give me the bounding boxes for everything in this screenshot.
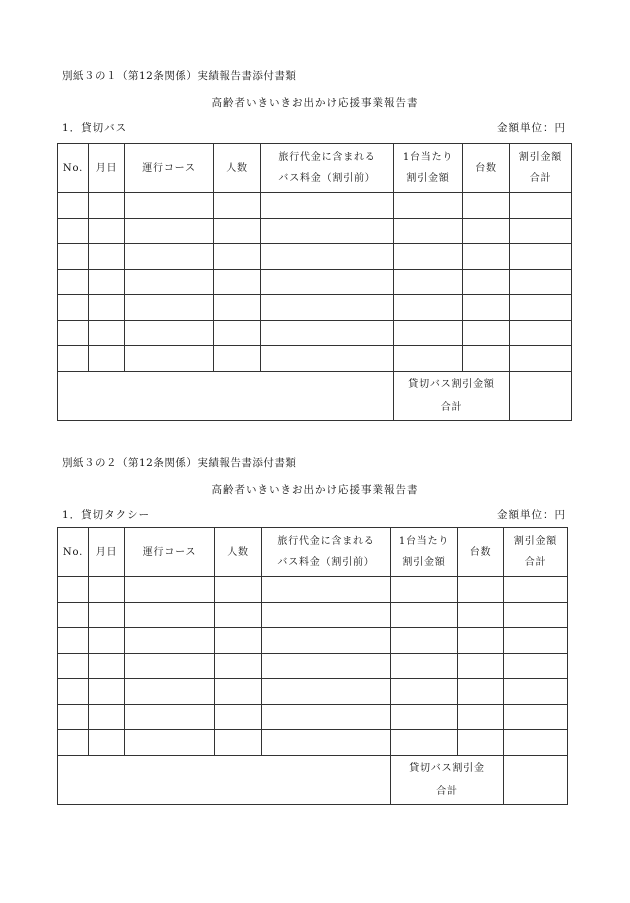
table-cell[interactable] [261, 269, 394, 295]
table-cell[interactable] [125, 653, 215, 679]
table-cell[interactable] [89, 730, 125, 756]
item-label: 1．貸切バス [62, 122, 128, 134]
col-header-date: 月日 [89, 528, 125, 577]
table-cell[interactable] [125, 730, 215, 756]
table-cell[interactable] [214, 269, 261, 295]
table-cell[interactable] [89, 244, 125, 270]
table-cell[interactable] [215, 602, 262, 628]
col-header-vehicles: 台数 [463, 144, 510, 193]
table-cell[interactable] [89, 193, 125, 219]
table-cell[interactable] [89, 295, 125, 321]
table-cell[interactable] [463, 320, 510, 346]
table-cell[interactable] [458, 628, 504, 654]
table-cell[interactable] [262, 653, 391, 679]
table-cell[interactable] [89, 679, 125, 705]
table-cell[interactable] [215, 704, 262, 730]
table-cell[interactable] [504, 730, 568, 756]
table-cell[interactable] [504, 602, 568, 628]
report-table [57, 143, 572, 421]
table-row [58, 730, 568, 756]
table-cell[interactable] [394, 320, 463, 346]
table-cell[interactable] [58, 628, 89, 654]
table-cell[interactable] [394, 346, 463, 372]
table-cell[interactable] [391, 577, 458, 603]
table-row [58, 218, 572, 244]
table-cell[interactable] [58, 653, 89, 679]
col-header-no: No. [58, 528, 89, 577]
table-row [58, 577, 568, 603]
table-cell[interactable] [214, 295, 261, 321]
table-cell[interactable] [391, 730, 458, 756]
table-cell[interactable] [58, 193, 89, 219]
table-cell[interactable] [58, 346, 89, 372]
table-cell[interactable] [504, 628, 568, 654]
table-cell[interactable] [510, 295, 572, 321]
table-cell[interactable] [261, 218, 394, 244]
table-cell[interactable] [58, 218, 89, 244]
table-cell[interactable] [463, 295, 510, 321]
table-cell[interactable] [261, 320, 394, 346]
table-cell[interactable] [214, 320, 261, 346]
table-cell[interactable] [125, 269, 214, 295]
table-cell[interactable] [261, 244, 394, 270]
summary-value-cell[interactable] [504, 755, 568, 804]
table-cell[interactable] [261, 193, 394, 219]
table-cell[interactable] [458, 704, 504, 730]
table-cell[interactable] [262, 628, 391, 654]
table-cell[interactable] [458, 730, 504, 756]
table-cell[interactable] [262, 602, 391, 628]
table-cell[interactable] [458, 679, 504, 705]
report-title: 高齢者いきいきお出かけ応援事業報告書 [211, 484, 419, 496]
summary-label: 貸切バス割引金 合計 [391, 755, 504, 804]
col-header-fare: 旅行代金に含まれる バス料金（割引前） [262, 528, 391, 577]
col-header-discount-total: 割引金額 合計 [510, 144, 572, 193]
summary-label: 貸切バス割引金額 合計 [394, 371, 510, 420]
table-cell[interactable] [463, 218, 510, 244]
table-cell[interactable] [262, 577, 391, 603]
table-row [58, 193, 572, 219]
report-section-bus [0, 0, 630, 440]
table-cell[interactable] [510, 193, 572, 219]
table-cell[interactable] [58, 602, 89, 628]
table-row [58, 295, 572, 321]
table-cell[interactable] [89, 218, 125, 244]
table-cell[interactable] [89, 320, 125, 346]
table-cell[interactable] [125, 193, 214, 219]
table-row [58, 628, 568, 654]
table-cell[interactable] [215, 653, 262, 679]
unit-label: 金額単位：円 [497, 122, 566, 134]
table-cell[interactable] [125, 346, 214, 372]
table-cell[interactable] [394, 295, 463, 321]
summary-row [58, 755, 568, 804]
table-cell[interactable] [510, 346, 572, 372]
col-header-per-vehicle: 1台当たり 割引金額 [391, 528, 458, 577]
table-cell[interactable] [458, 602, 504, 628]
table-row [58, 244, 572, 270]
table-cell[interactable] [125, 320, 214, 346]
table-cell[interactable] [463, 346, 510, 372]
table-cell[interactable] [125, 628, 215, 654]
table-cell[interactable] [214, 244, 261, 270]
col-header-discount-total: 割引金額 合計 [504, 528, 568, 577]
table-cell[interactable] [125, 704, 215, 730]
table-cell[interactable] [89, 704, 125, 730]
table-cell[interactable] [261, 346, 394, 372]
table-cell[interactable] [89, 602, 125, 628]
table-cell[interactable] [58, 704, 89, 730]
header-row [58, 144, 572, 193]
table-cell[interactable] [504, 577, 568, 603]
table-row [58, 653, 568, 679]
table-cell[interactable] [215, 577, 262, 603]
table-cell[interactable] [214, 193, 261, 219]
col-header-no: No. [58, 144, 89, 193]
table-cell[interactable] [504, 653, 568, 679]
table-cell[interactable] [391, 679, 458, 705]
table-cell[interactable] [89, 628, 125, 654]
table-cell[interactable] [261, 295, 394, 321]
table-cell[interactable] [391, 653, 458, 679]
table-cell[interactable] [58, 730, 89, 756]
table-cell[interactable] [125, 244, 214, 270]
table-cell[interactable] [58, 295, 89, 321]
table-cell[interactable] [504, 679, 568, 705]
table-cell[interactable] [125, 577, 215, 603]
col-header-per-vehicle: 1台当たり 割引金額 [394, 144, 463, 193]
table-cell[interactable] [262, 679, 391, 705]
table-cell[interactable] [391, 628, 458, 654]
header-row [58, 528, 568, 577]
annex-label: 別紙３の１（第12条関係）実績報告書添付書類 [62, 70, 297, 82]
table-cell[interactable] [463, 193, 510, 219]
table-cell[interactable] [89, 346, 125, 372]
table-cell[interactable] [391, 602, 458, 628]
col-header-people: 人数 [215, 528, 262, 577]
report-table [57, 527, 568, 805]
summary-blank-cell [58, 755, 391, 804]
item-label: 1．貸切タクシー [62, 509, 151, 521]
report-title: 高齢者いきいきお出かけ応援事業報告書 [211, 97, 419, 109]
table-row [58, 269, 572, 295]
table-cell[interactable] [58, 244, 89, 270]
table-cell[interactable] [214, 346, 261, 372]
table-cell[interactable] [458, 653, 504, 679]
table-cell[interactable] [215, 628, 262, 654]
table-cell[interactable] [89, 653, 125, 679]
col-header-course: 運行コース [125, 144, 214, 193]
table-cell[interactable] [510, 244, 572, 270]
table-cell[interactable] [394, 218, 463, 244]
table-cell[interactable] [125, 679, 215, 705]
table-cell[interactable] [215, 679, 262, 705]
table-row [58, 320, 572, 346]
report-section-taxi [0, 387, 630, 827]
col-header-date: 月日 [89, 144, 125, 193]
table-cell[interactable] [58, 577, 89, 603]
table-cell[interactable] [394, 269, 463, 295]
table-cell[interactable] [89, 577, 125, 603]
table-cell[interactable] [510, 218, 572, 244]
table-cell[interactable] [463, 244, 510, 270]
table-cell[interactable] [89, 269, 125, 295]
col-header-fare: 旅行代金に含まれる バス料金（割引前） [261, 144, 394, 193]
table-cell[interactable] [125, 218, 214, 244]
table-cell[interactable] [125, 295, 214, 321]
table-cell[interactable] [394, 193, 463, 219]
table-cell[interactable] [58, 269, 89, 295]
table-cell[interactable] [510, 320, 572, 346]
table-cell[interactable] [458, 577, 504, 603]
table-row [58, 679, 568, 705]
annex-label: 別紙３の２（第12条関係）実績報告書添付書類 [62, 457, 297, 469]
table-row [58, 346, 572, 372]
table-cell[interactable] [510, 269, 572, 295]
table-cell[interactable] [262, 730, 391, 756]
table-row [58, 602, 568, 628]
table-row [58, 704, 568, 730]
col-header-people: 人数 [214, 144, 261, 193]
col-header-vehicles: 台数 [458, 528, 504, 577]
table-cell[interactable] [214, 218, 261, 244]
table-cell[interactable] [394, 244, 463, 270]
table-cell[interactable] [391, 704, 458, 730]
table-cell[interactable] [262, 704, 391, 730]
col-header-course: 運行コース [125, 528, 215, 577]
table-cell[interactable] [463, 269, 510, 295]
unit-label: 金額単位：円 [497, 509, 566, 521]
table-cell[interactable] [58, 320, 89, 346]
table-cell[interactable] [215, 730, 262, 756]
table-cell[interactable] [125, 602, 215, 628]
table-cell[interactable] [504, 704, 568, 730]
table-cell[interactable] [58, 679, 89, 705]
